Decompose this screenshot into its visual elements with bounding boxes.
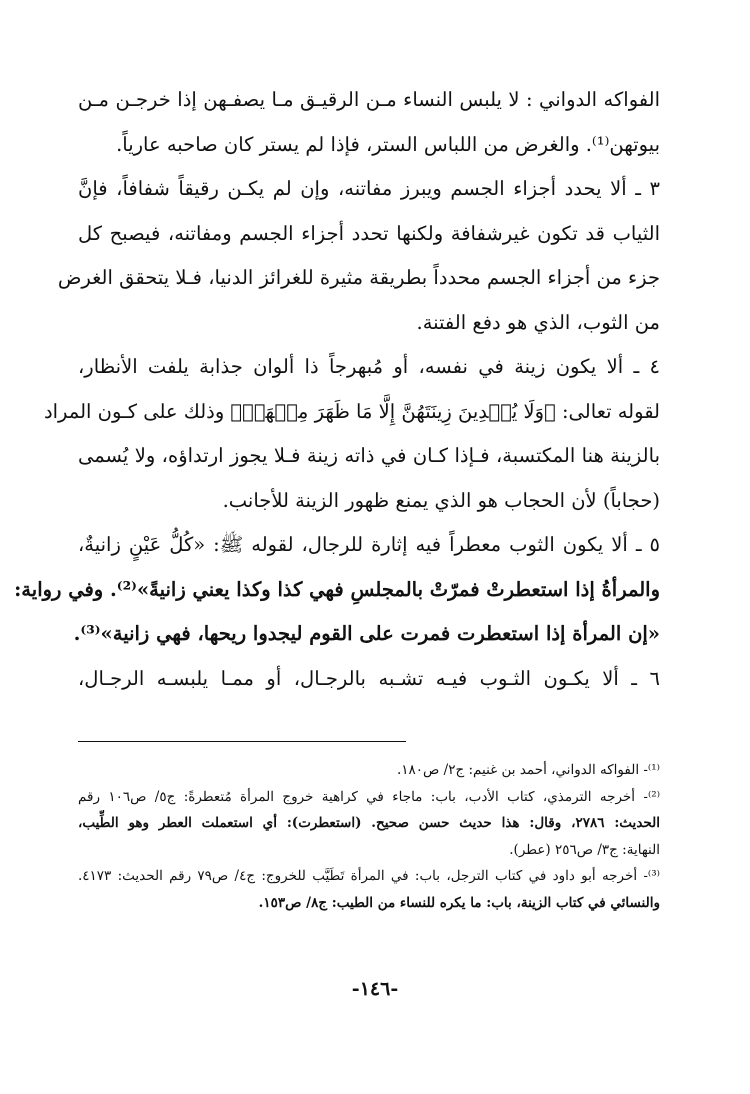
footnote-line: ⁽³⁾- أخرجه أبو داود في كتاب الترجل، باب: في المرأة تَطَيَّب للخروج: ج٤/ ص٧٩ رقم الحديث: ٤١٧٣. xyxy=(78,868,660,885)
text-line: ٥ ـ ألا يكون الثوب معطراً فيه إثارة للرجال، لقوله ﷺ: «كُلُّ عَيْنٍ زانيةٌ، xyxy=(78,533,660,556)
footnote-line: ⁽²⁾- أخرجه الترمذي، كتاب الأدب، باب: ماجاء في كراهية خروج المرأة مُتعطرةً: ج٥/ ص١٠٦ رقم xyxy=(78,788,661,805)
footnote-line: ⁽¹⁾- الفواكه الدواني، أحمد بن غنيم: ج٢/ ص١٨٠. xyxy=(396,762,660,778)
page-number: -١٤٦- xyxy=(351,978,399,1000)
main-text xyxy=(14,78,660,701)
text-line: بيوتهن⁽¹⁾. والغرض من اللباس الستر، فإذا لم يستر كان صاحبه عارياً. xyxy=(116,132,660,156)
text-line: من الثوب، الذي هو دفع الفتنة. xyxy=(416,310,660,334)
footnote-line: والنسائي في كتاب الزينة، باب: ما يكره للنساء من الطيب: ج٨/ ص١٥٣. xyxy=(258,894,660,911)
text-line: ٦ ـ ألا يكـون الثـوب فيـه تشـبه بالرجـال، أو ممـا يلبسـه الرجـال، xyxy=(78,666,660,690)
footnotes xyxy=(78,757,660,917)
text-line: والمرأةُ إذا استعطرتْ فمرّتْ بالمجلسِ فهي كذا وكذا يعني زانيةً»⁽²⁾. وفي رواية: xyxy=(14,577,660,601)
text-line: «إن المرأة إذا استعطرت فمرت على القوم ليجدوا ريحها، فهي زانية»⁽³⁾. xyxy=(73,622,660,645)
text-line: جزء من أجزاء الجسم محدداً بطريقة مثيرة للغرائز الدنيا، فـلا يتحقق الغرض xyxy=(57,266,660,289)
text-line: ٤ ـ ألا يكون زينة في نفسه، أو مُبهرجاً ذا ألوان جذابة يلفت الأنظار، xyxy=(78,355,660,378)
footnote-line: النهاية: ج٣/ ص٢٥٦ (عطر). xyxy=(509,841,660,858)
text-line: ٣ ـ ألا يحدد أجزاء الجسم ويبرز مفاتنه، وإن لم يكـن رقيقاً شفافاً، فإنَّ xyxy=(78,177,660,200)
footnote-line: الحديث: ٢٧٨٦، وقال: هذا حديث حسن صحيح. (استعطرت): أي استعملت العطر وهو الطِّيب، xyxy=(78,815,660,832)
footnote-divider xyxy=(78,741,406,742)
text-line: الثياب قد تكون غيرشفافة ولكنها تحدد أجزاء الجسم ومفاتنه، فيصبح كل xyxy=(78,221,660,245)
text-line: الفواكه الدواني : لا يلبس النساء مـن الرقيـق مـا يصفـهن إذا خرجـن مـن xyxy=(78,88,660,111)
text-line: لقوله تعالى: ﴿وَلَا يُبۡدِينَ زِينَتَهُنَّ إِلَّا مَا ظَهَرَ مِنۡهَاۖ﴾ وذلك على كـون المراد xyxy=(43,399,660,423)
text-line: بالزينة هنا المكتسبة، فـإذا كـان في ذاته زينة فـلا يجوز ارتداؤه، ولا يُسمى xyxy=(78,444,660,467)
text-line: (حجاباً) لأن الحجاب هو الذي يمنع ظهور الزينة للأجانب. xyxy=(222,488,660,512)
